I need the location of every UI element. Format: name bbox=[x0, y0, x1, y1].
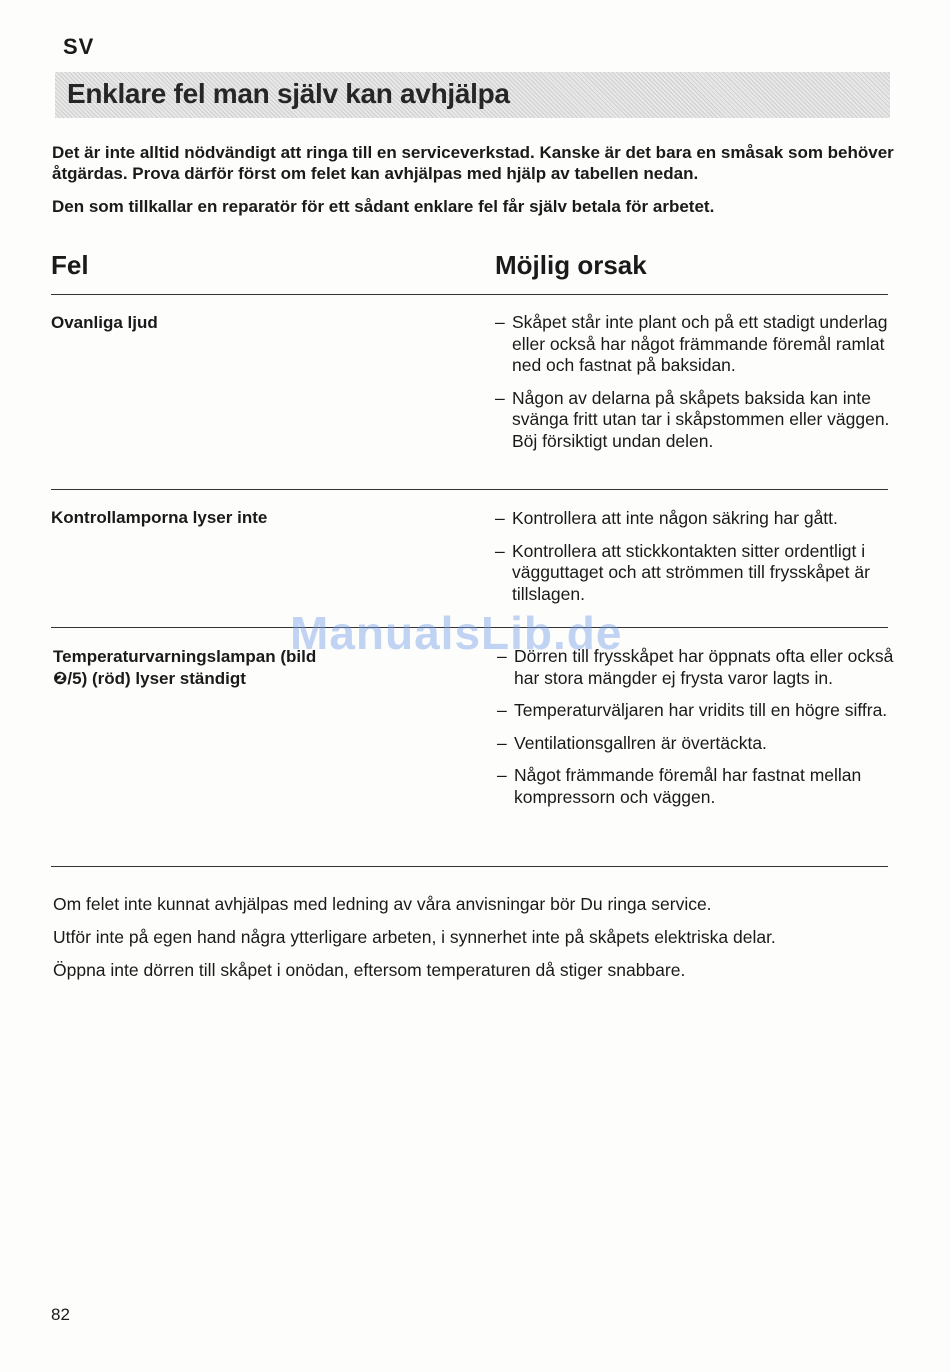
table-divider bbox=[51, 866, 888, 867]
watermark: ManualsLib.de bbox=[290, 607, 623, 659]
table-divider bbox=[51, 294, 888, 295]
footer-paragraph: Utför inte på egen hand några ytterligare arbeten, i synnerhet inte på skåpets elektriska delar. bbox=[53, 927, 776, 947]
cause-item: – Temperaturväljaren har vridits till en högre siffra. bbox=[497, 700, 897, 722]
cause-item: – Dörren till frysskåpet har öppnats ofta eller också har stora mängder ej frysta varor lagts in. bbox=[497, 646, 897, 689]
cause-item: – Kontrollera att inte någon säkring har gått. bbox=[495, 508, 895, 530]
page-number: 82 bbox=[51, 1305, 70, 1324]
intro-text bbox=[52, 142, 902, 229]
cause-item: – Ventilationsgallren är övertäckta. bbox=[497, 733, 897, 755]
column-header-fault: Fel bbox=[51, 250, 89, 280]
table-divider bbox=[51, 489, 888, 490]
page-title: Enklare fel man själv kan avhjälpa bbox=[67, 78, 510, 109]
fault-label: Temperaturvarningslampan (bild ❷/5) (röd) lyser ständigt bbox=[53, 647, 317, 688]
language-code: SV bbox=[63, 34, 95, 59]
fault-label: Ovanliga ljud bbox=[51, 313, 158, 332]
fault-label: Kontrollamporna lyser inte bbox=[51, 508, 268, 527]
footer-paragraph: Öppna inte dörren till skåpet i onödan, eftersom temperaturen då stiger snabbare. bbox=[53, 960, 686, 980]
intro-paragraph: Det är inte alltid nödvändigt att ringa till en serviceverkstad. Kanske är det bara en småsak som behöver åtgärdas. Prova därför först om felet kan avhjälpas med hjälp av tabellen nedan. bbox=[52, 143, 894, 183]
footer-paragraph: Om felet inte kunnat avhjälpas med ledning av våra anvisningar bör Du ringa service. bbox=[53, 894, 712, 914]
cause-item: – Något främmande föremål har fastnat mellan kompressorn och väggen. bbox=[497, 765, 897, 808]
column-header-cause: Möjlig orsak bbox=[495, 250, 647, 280]
section-title-bar bbox=[55, 72, 890, 118]
footer-notes bbox=[53, 893, 913, 992]
intro-paragraph: Den som tillkallar en reparatör för ett sådant enklare fel får själv betala för arbetet. bbox=[52, 197, 715, 216]
cause-item: – Skåpet står inte plant och på ett stadigt underlag eller också har något främmande föremål ramlat ned och fastnat på baksidan. bbox=[495, 312, 895, 377]
cause-item: – Kontrollera att stickkontakten sitter ordentligt i vägguttaget och att strömmen till frysskåpet är tillslagen. bbox=[495, 541, 895, 606]
cause-list bbox=[495, 312, 895, 463]
cause-list bbox=[497, 646, 897, 819]
cause-item: – Någon av delarna på skåpets baksida kan inte svänga fritt utan tar i skåpstommen eller väggen. Böj försiktigt undan delen. bbox=[495, 388, 895, 453]
cause-list bbox=[495, 508, 895, 616]
